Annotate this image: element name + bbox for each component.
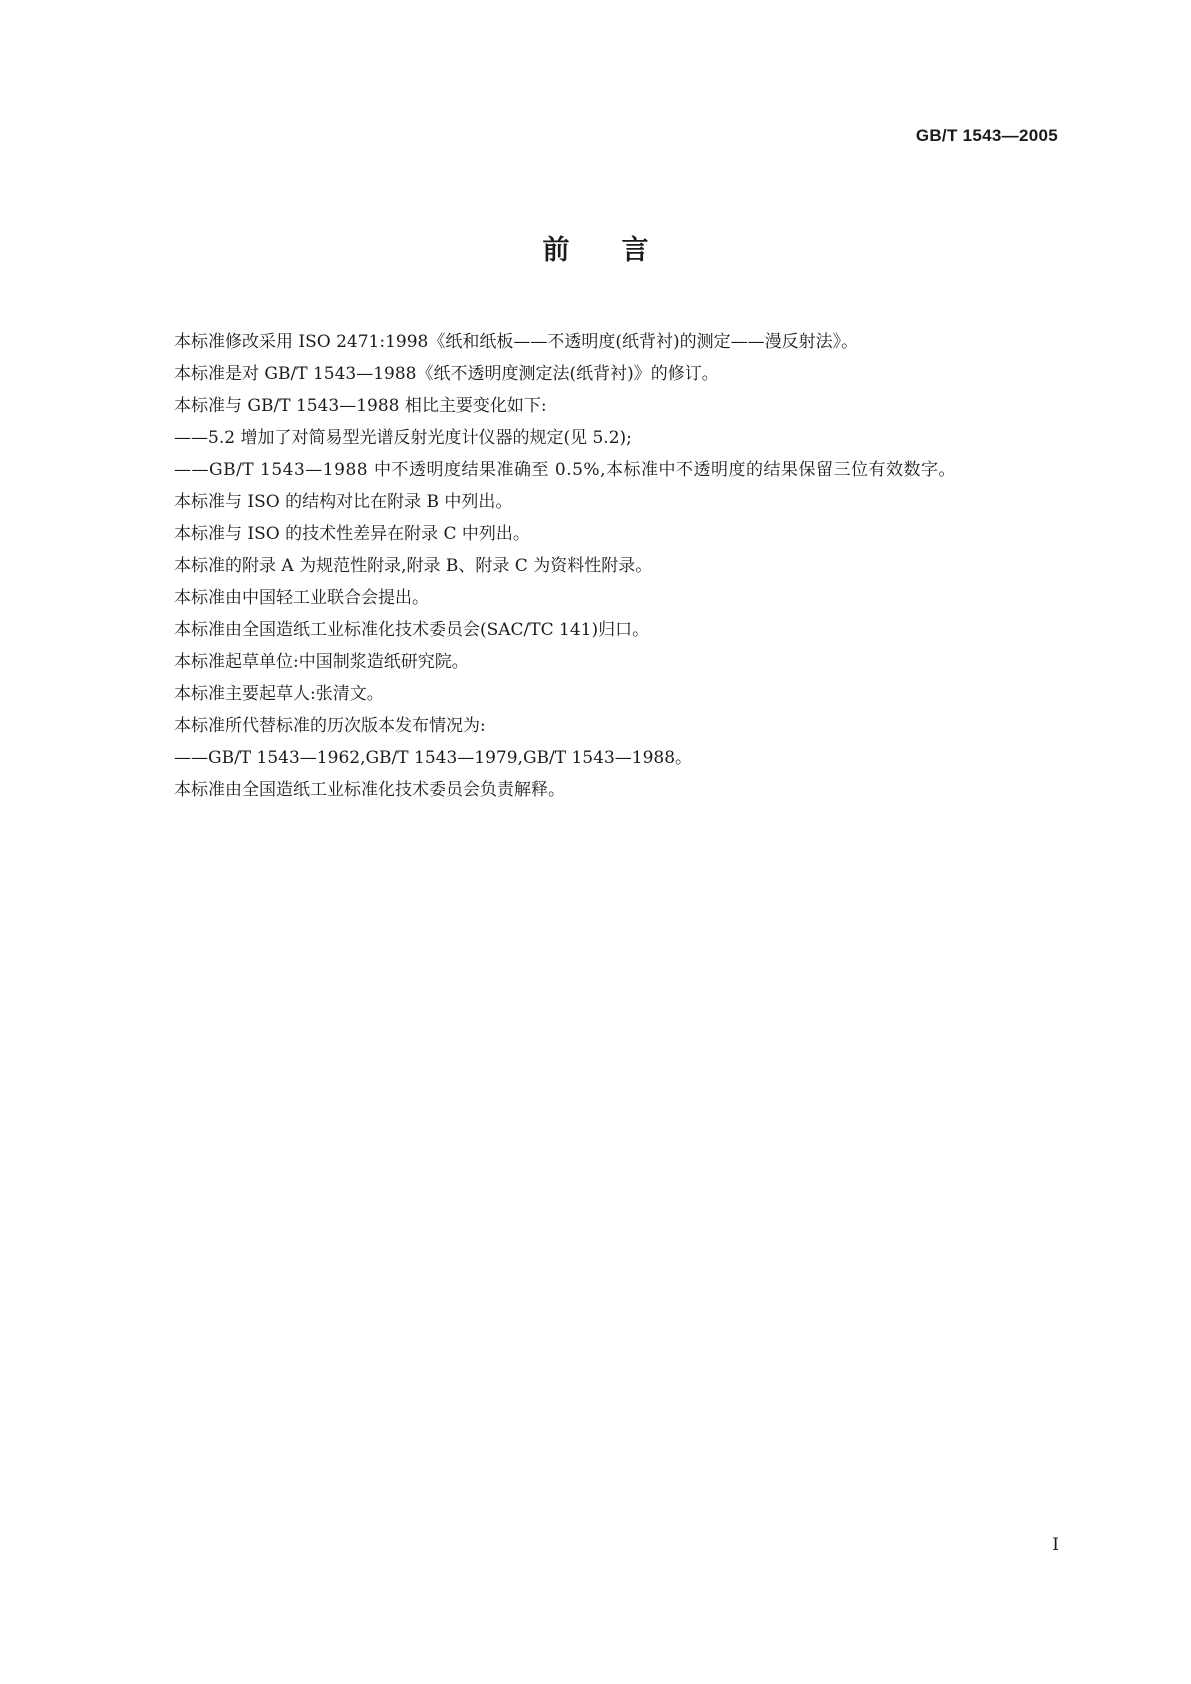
paragraph: 本标准起草单位:中国制浆造纸研究院。 [174,652,469,672]
paragraph: 本标准由全国造纸工业标准化技术委员会负责解释。 [174,780,565,800]
paragraph: 本标准修改采用 ISO 2471:1998《纸和纸板——不透明度(纸背衬)的测定——漫反射法》。 [174,332,859,352]
paragraph: 本标准是对 GB/T 1543—1988《纸不透明度测定法(纸背衬)》的修订。 [174,364,719,384]
page-number: I [1052,1535,1059,1555]
paragraph: 本标准由中国轻工业联合会提出。 [174,588,429,608]
page-title: 前言 [542,235,701,266]
paragraph: 本标准的附录 A 为规范性附录,附录 B、附录 C 为资料性附录。 [174,556,653,576]
paragraph: 本标准主要起草人:张清文。 [174,684,384,704]
paragraph: 本标准由全国造纸工业标准化技术委员会(SAC/TC 141)归口。 [174,620,650,640]
foreword-body [174,326,1058,806]
change-list-item: ——5.2 增加了对简易型光谱反射光度计仪器的规定(见 5.2); [174,428,632,448]
paragraph: 本标准与 ISO 的技术性差异在附录 C 中列出。 [174,524,530,544]
paragraph: 本标准与 GB/T 1543—1988 相比主要变化如下: [174,396,547,416]
paragraph: 本标准所代替标准的历次版本发布情况为: [174,716,486,736]
paragraph: 本标准与 ISO 的结构对比在附录 B 中列出。 [174,492,513,512]
version-list-item: ——GB/T 1543—1962,GB/T 1543—1979,GB/T 1543—1988。 [174,748,693,768]
standard-code: GB/T 1543—2005 [915,126,1058,145]
change-list-item: ——GB/T 1543—1988 中不透明度结果准确至 0.5%,本标准中不透明度的结果保留三位有效数字。 [174,460,956,480]
